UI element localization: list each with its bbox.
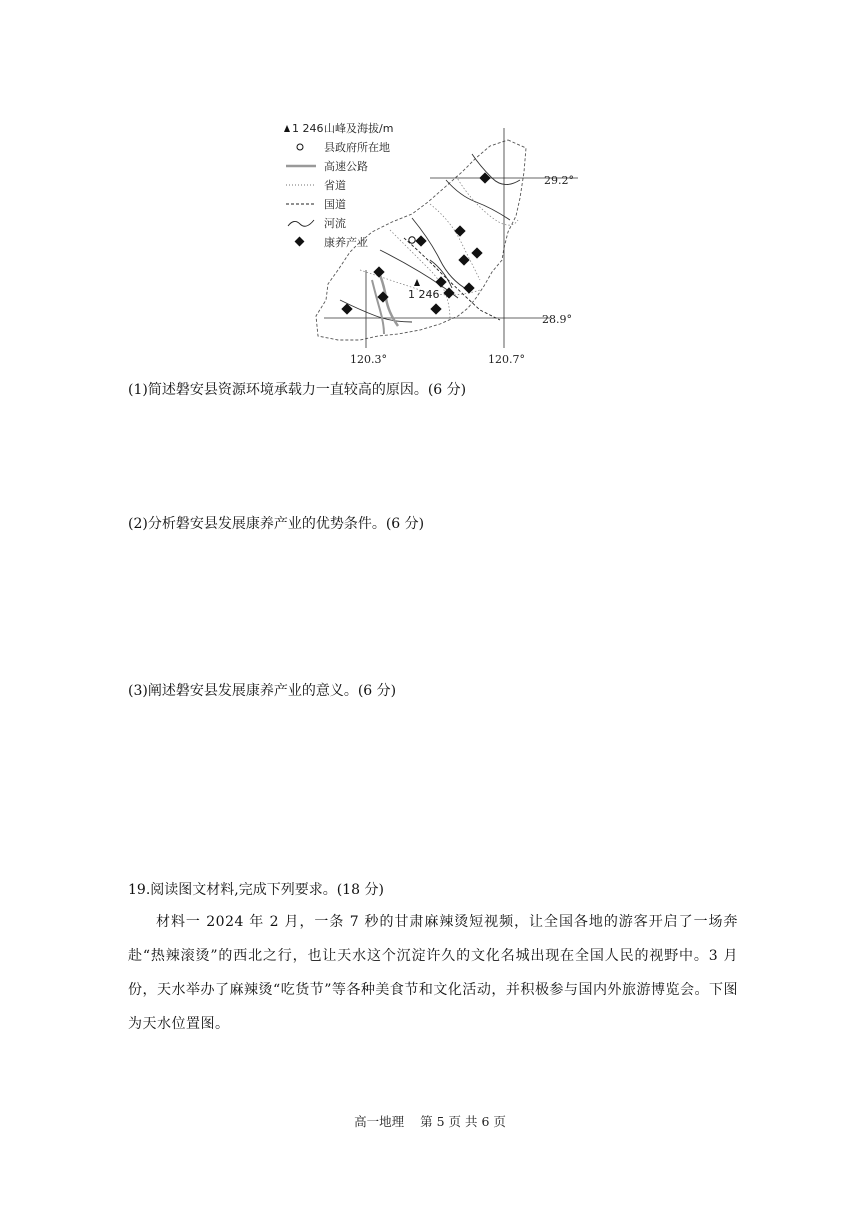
wellness-marker (463, 282, 474, 293)
legend-item-wellness (295, 235, 368, 249)
legend-item-river (288, 216, 346, 230)
peak-marker (414, 279, 420, 286)
wellness-marker (479, 172, 490, 183)
legend-item-peak (284, 121, 393, 135)
legend-item-national-road (286, 198, 346, 211)
wellness-legend-icon (295, 237, 305, 247)
material-one-paragraph (128, 905, 738, 1041)
lat-label-bottom: 28.9° (542, 313, 572, 326)
map-legend (284, 121, 393, 249)
wellness-marker (373, 266, 384, 277)
wellness-marker (430, 303, 441, 314)
question-3: (3)阐述磐安县发展康养产业的意义。(6 分) (128, 683, 397, 699)
lat-label-top: 29.2° (544, 174, 574, 187)
legend-item-provincial-road (286, 178, 346, 192)
material-one-text: 材料一 2024 年 2 月，一条 7 秒的甘肃麻辣烫短视频，让全国各地的游客开启了一场奔赴“热辣滚烫”的西北之行，也让天水这个沉淀许久的文化名城出现在全国人民的视野中。3 月份，天水举办了麻辣烫“吃货节”等各种美食节和文化活动，并积极参与国内外旅游博览会。下图为天水位置图。 (128, 914, 738, 1032)
river-legend-icon (288, 220, 314, 226)
legend-label-river: 河流 (324, 217, 346, 230)
wellness-marker (443, 287, 454, 298)
peak-legend-icon (284, 125, 290, 132)
footer-page-number: 第 5 页 共 6 页 (420, 1114, 506, 1129)
legend-label-wellness: 康养产业 (324, 236, 368, 249)
legend-label-national-road: 国道 (324, 198, 346, 211)
legend-label-expressway: 高速公路 (324, 160, 368, 173)
legend-label-peak: 山峰及海拔/m (324, 122, 394, 135)
question-19: 19.阅读图文材料,完成下列要求。(18 分) (128, 882, 384, 898)
footer-subject: 高一地理 (354, 1114, 405, 1129)
expressway-route-2 (372, 280, 384, 334)
county-seat-marker (409, 237, 415, 243)
page-footer (0, 1112, 860, 1130)
wellness-marker (458, 254, 469, 265)
legend-item-expressway (286, 159, 368, 173)
national-road-route (404, 238, 500, 320)
question-1: (1)简述磐安县资源环境承载力一直较高的原因。(6 分) (128, 382, 467, 398)
legend-label-provincial-road: 省道 (324, 179, 346, 192)
wellness-marker (471, 247, 482, 258)
wellness-marker (454, 225, 465, 236)
question-2: (2)分析磐安县发展康养产业的优势条件。(6 分) (128, 516, 425, 532)
map-svg (280, 120, 600, 370)
legend-peak-value: 1 246 (292, 122, 324, 135)
peak-label: 1 246 (408, 288, 440, 301)
lon-label-left: 120.3° (350, 353, 387, 366)
wellness-marker (415, 235, 426, 246)
legend-label-county-seat: 县政府所在地 (324, 141, 390, 154)
legend-item-county-seat (297, 140, 390, 154)
county-seat-legend-icon (297, 144, 303, 150)
lon-label-right: 120.7° (488, 353, 525, 366)
county-map (280, 120, 600, 370)
